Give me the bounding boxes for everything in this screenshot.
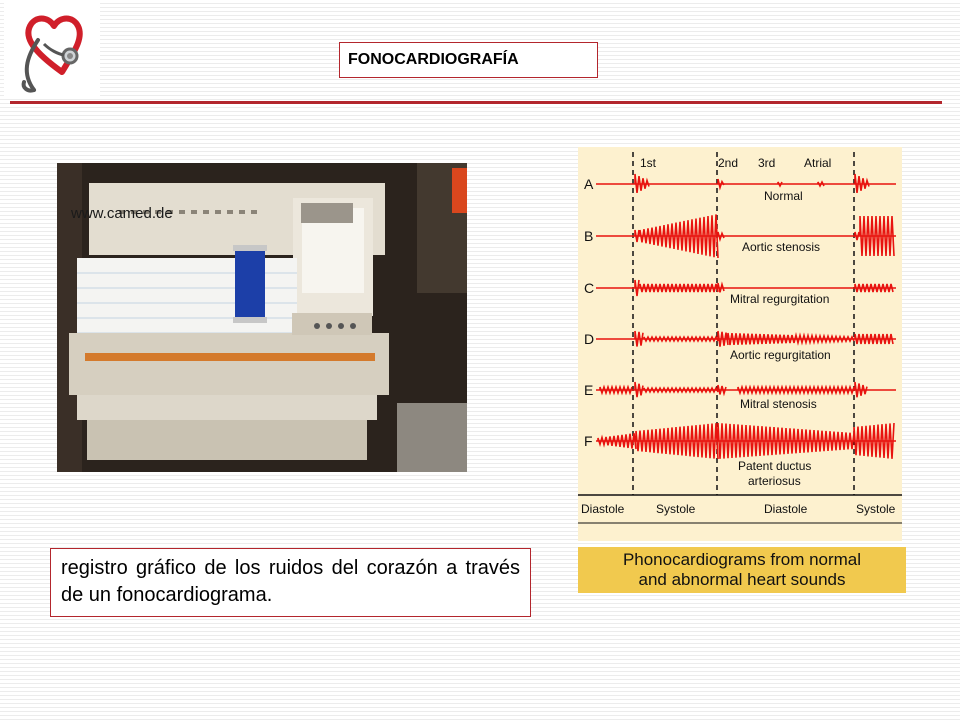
phonocardiograph-photo — [57, 163, 467, 472]
phase-label: Systole — [656, 502, 696, 516]
page-title: FONOCARDIOGRAFÍA — [339, 42, 598, 78]
diagram-title — [578, 547, 906, 593]
condition-label: Aortic stenosis — [742, 240, 821, 254]
row-letter: F — [584, 433, 593, 449]
sound-label: Atrial — [804, 156, 832, 170]
sound-label: 3rd — [758, 156, 776, 170]
caption-text: registro gráfico de los ruidos del corazón a través de un fonocardiograma. — [50, 548, 531, 617]
row-letter: B — [584, 228, 594, 244]
condition-label: Patent ductus — [738, 459, 812, 473]
phase-label: Diastole — [764, 502, 808, 516]
row-letter: E — [584, 382, 594, 398]
header-divider — [10, 101, 942, 104]
sound-label: 2nd — [718, 156, 739, 170]
sound-label: 1st — [640, 156, 657, 170]
condition-label: Mitral regurgitation — [730, 292, 830, 306]
condition-label: arteriosus — [748, 474, 801, 488]
diagram-title-line1: Phonocardiograms from normal — [622, 550, 862, 569]
logo — [4, 0, 100, 98]
photo-watermark: www.camed.de — [71, 205, 173, 222]
diagram-title-line2: and abnormal heart sounds — [638, 570, 846, 589]
phase-label: Diastole — [581, 502, 625, 516]
stethoscope-heart-icon — [4, 0, 100, 98]
row-letter: D — [584, 331, 595, 347]
condition-label: Aortic regurgitation — [730, 348, 831, 362]
row-letter: C — [584, 280, 595, 296]
phase-label: Systole — [856, 502, 896, 516]
condition-label: Normal — [764, 189, 803, 203]
row-letter: A — [584, 176, 594, 192]
condition-label: Mitral stenosis — [740, 397, 817, 411]
phonocardiogram-diagram — [578, 147, 902, 541]
